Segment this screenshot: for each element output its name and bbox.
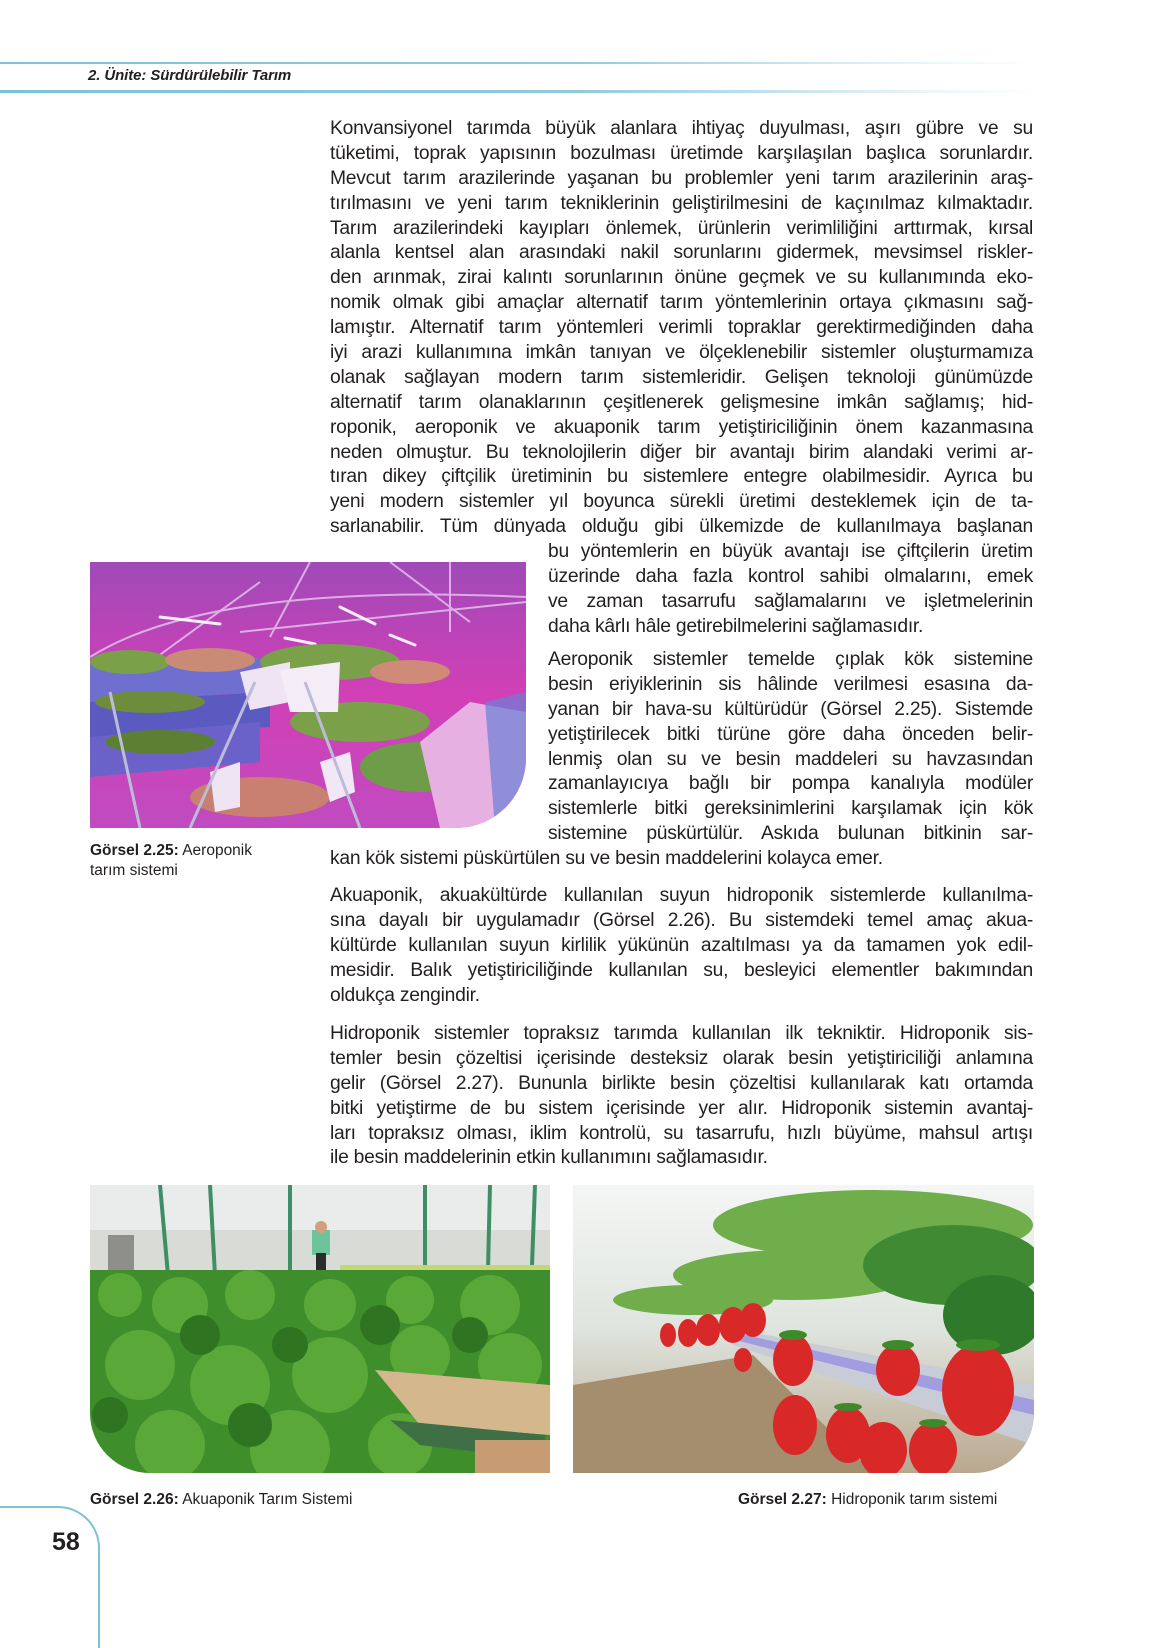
text-line: den arınmak, zirai kalıntı sorunlarının önüne geçmek ve su kullanımında eko-: [330, 267, 1033, 289]
paragraph-aeroponic: [548, 648, 1033, 847]
text-line: ile besin maddelerinin etkin kullanımını sağlamasıdır.: [330, 1147, 768, 1169]
figure-2-26-label: Görsel 2.26:: [90, 1491, 179, 1508]
figure-2-25-text-line2: tarım sistemi: [90, 862, 178, 879]
text-line: bu yöntemlerin en büyük avantajı ise çiftçilerin üretim: [548, 541, 1033, 562]
figure-2-26-text: Akuaponik Tarım Sistemi: [182, 1491, 353, 1508]
text-line: gelir (Görsel 2.27). Bununla birlikte besin çözeltisi kullanılarak katı ortamda: [330, 1072, 1033, 1094]
text-line: sarlanabilir. Tüm dünyada olduğu gibi ülkemizde de kullanılmaya başlanan: [330, 516, 1033, 538]
text-line: temler besin çözeltisi içerisinde desteksiz olarak besin yetiştiriciliği anlamına: [330, 1047, 1033, 1069]
header-rule-top: [0, 62, 1040, 64]
unit-title: 2. Ünite: Sürdürülebilir Tarım: [88, 67, 292, 84]
text-line: bitki yetiştirme de bu sistem içerisinde yer alır. Hidroponik sistemin avantaj-: [330, 1097, 1033, 1119]
text-line: roponik, aeroponik ve akuaponik tarım yetiştiriciliğinin önem kazanmasına: [330, 416, 1033, 438]
text-line: sistemine püskürtülür. Askıda bulunan bitkinin sar-: [548, 823, 1033, 845]
text-line: alternatif tarım olanaklarının çeşitlenerek gelişmesine imkân sağlamış; hid-: [330, 391, 1033, 413]
text-line: yanan bir hava-su kültürüdür (Görsel 2.25). Sistemde: [548, 698, 1033, 720]
text-line: Akuaponik, akuakültürde kullanılan suyun hidroponik sistemlerde kullanılma-: [330, 885, 1033, 906]
text-line: yeni modern sistemler yıl boyunca sürekli üretimi desteklemek için de ta-: [330, 491, 1033, 513]
figure-2-27-text: Hidroponik tarım sistemi: [831, 1491, 998, 1508]
figure-2-27-label: Görsel 2.27:: [738, 1491, 827, 1508]
text-line: Hidroponik sistemler topraksız tarımda kullanılan ilk tekniktir. Hidroponik sis-: [330, 1023, 1033, 1044]
header-rule-bottom: [0, 90, 1040, 93]
text-line: lamıştır. Alternatif tarım yöntemleri verimli topraklar gerektirmediğinden daha: [330, 317, 1033, 339]
text-line: sına dayalı bir uygulamadır (Görsel 2.26). Bu sistemdeki temel amaç akua-: [330, 909, 1033, 931]
text-line: nomik olmak gibi amaçlar alternatif tarım yöntemlerinin ortaya çıkmasını sağ-: [330, 292, 1033, 314]
text-line: Konvansiyonel tarımda büyük alanlara ihtiyaç duyulması, aşırı gübre ve su: [330, 118, 1033, 139]
text-line: besin eriyiklerinin sis hâlinde verilmesi esasına da-: [548, 673, 1033, 695]
aeroponic-greenhouse-photo: [90, 562, 526, 828]
text-line: oldukça zengindir.: [330, 984, 480, 1006]
text-line: iyi arazi kullanımına imkân tanıyan ve ölçeklenebilir sistemler oluşturmamıza: [330, 342, 1033, 364]
figure-2-25-text-line1: Aeroponik: [182, 842, 252, 859]
paragraph-conventional-farming-continued: [548, 540, 1033, 640]
text-line: ve zaman tasarrufu sağlamalarını ve işletmelerinin: [548, 590, 1033, 612]
text-line: Mevcut tarım arazilerinde yaşanan bu problemler yeni tarım arazilerinin araş-: [330, 167, 1033, 189]
text-line: ları topraksız olması, iklim kontrolü, su tasarrufu, hızlı büyüme, mahsul artışı: [330, 1122, 1033, 1144]
text-line: tırılmasını ve yeni tarım tekniklerinin geliştirilmesini de kaçınılmaz kılmaktadır.: [330, 192, 1033, 214]
figure-2-25-caption: [90, 841, 290, 881]
text-line: kan kök sistemi püskürtülen su ve besin maddelerini kolayca emer.: [330, 848, 883, 869]
paragraph-hydroponic: [330, 1022, 1033, 1171]
figure-2-25-label: Görsel 2.25:: [90, 842, 179, 859]
text-line: tıran dikey çiftçilik üretiminin bu sistemlere entegre olabilmesidir. Ayrıca bu: [330, 466, 1033, 488]
text-line: neden olmuştur. Bu teknolojilerin diğer bir avantajı birim alandaki verimi ar-: [330, 441, 1033, 463]
text-line: alanla kentsel alan arasındaki nakil sorunlarını gidermek, mevsimsel riskler-: [330, 242, 1033, 264]
text-line: daha kârlı hâle getirebilmelerini sağlamasıdır.: [548, 615, 924, 637]
figure-2-27-caption: [738, 1490, 997, 1510]
text-line: mesidir. Balık yetiştiriciliğinde kullanılan su, besleyici elementler bakımından: [330, 959, 1033, 981]
text-line: Tarım arazilerindeki kayıpları önlemek, ürünlerin verimliliğini arttırmak, kırsal: [330, 217, 1033, 239]
text-line: kültürde kullanılan suyun kirlilik yükünün azaltılması ya da tamamen yok edil-: [330, 934, 1033, 956]
aquaponic-kale-greenhouse-photo: [90, 1185, 550, 1473]
paragraph-conventional-farming: [330, 117, 1033, 540]
paragraph-aquaponic: [330, 884, 1033, 1008]
text-line: olanak sağlayan modern tarım sistemleridir. Gelişen teknoloji günümüzde: [330, 366, 1033, 388]
figure-2-26-caption: [90, 1490, 352, 1510]
text-line: üzerinde daha fazla kontrol sahibi olmalarını, emek: [548, 565, 1033, 587]
hydroponic-strawberry-photo: [573, 1185, 1034, 1473]
page-number: 58: [52, 1528, 80, 1556]
page-number-frame: [0, 1506, 100, 1648]
text-line: zamanlayıcıya bağlı bir pompa kanalıyla modüler: [548, 773, 1033, 795]
text-line: Aeroponik sistemler temelde çıplak kök sistemine: [548, 649, 1033, 670]
paragraph-aeroponic-end: [330, 847, 1033, 872]
text-line: sistemlerle bitki gereksinimlerini karşılamak için kök: [548, 798, 1033, 820]
text-line: tüketimi, toprak yapısının bozulması üretimde karşılaşılan başlıca sorunlardır.: [330, 142, 1033, 164]
text-line: yetiştirilecek bitki türüne göre daha önceden belir-: [548, 723, 1033, 745]
text-line: lenmiş olan su ve besin maddeleri su havzasından: [548, 748, 1033, 770]
